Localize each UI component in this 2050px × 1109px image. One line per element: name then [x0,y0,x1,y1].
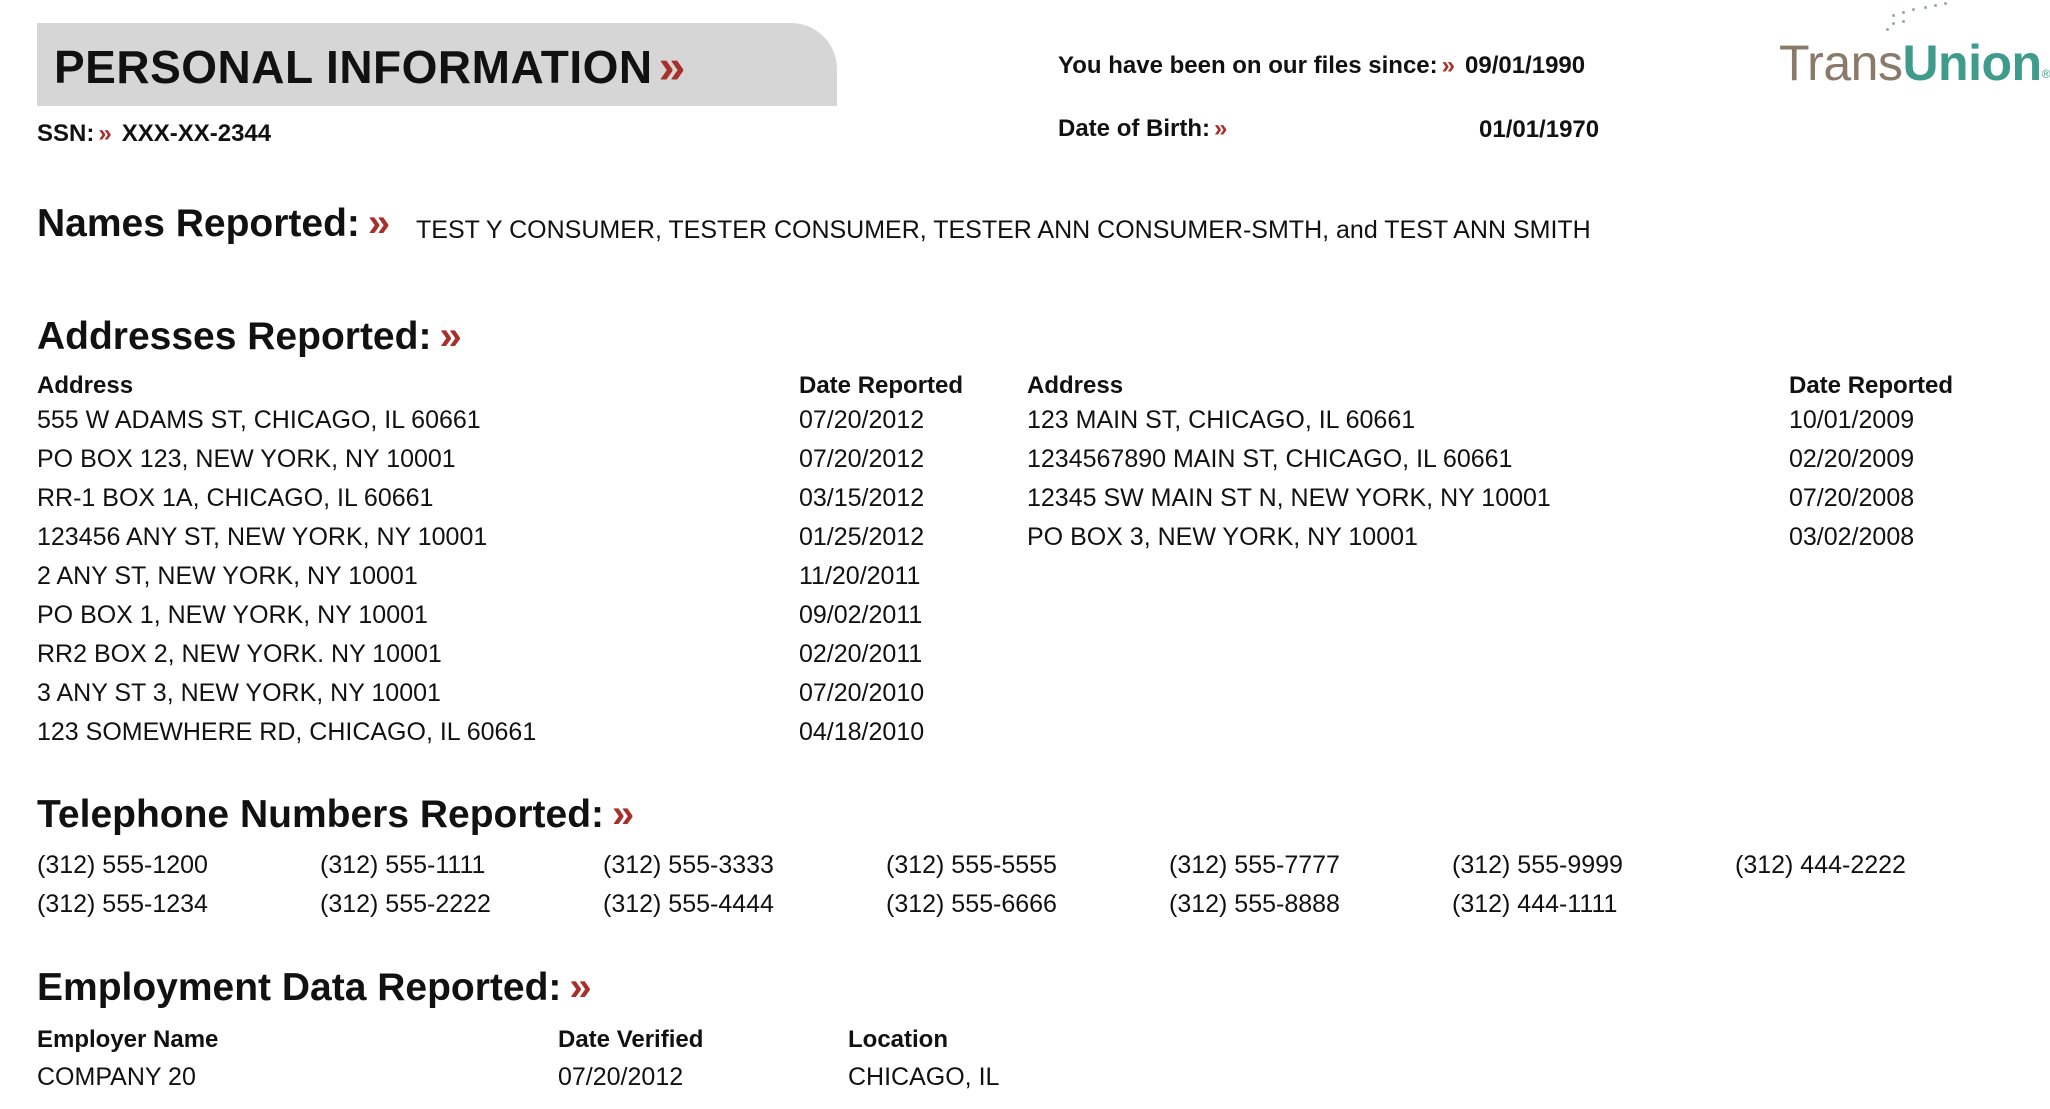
names-reported-title: Names Reported: [37,202,360,245]
telephone-number: (312) 555-1234 [37,890,208,918]
chevron-icon: » [439,314,462,358]
address-value: PO BOX 1, NEW YORK, NY 10001 [37,601,428,629]
address-row [0,562,2048,601]
chevron-icon: » [1441,52,1455,79]
telephone-numbers-title: Telephone Numbers Reported: [37,793,605,836]
date-reported-value: 07/20/2012 [799,406,925,434]
chevron-icon: » [1214,115,1228,142]
telephone-number: (312) 555-1111 [320,851,486,879]
address-value: 555 W ADAMS ST, CHICAGO, IL 60661 [37,406,481,434]
date-reported-column-header: Date Reported [1789,372,1954,399]
date-reported-value: 01/25/2012 [799,523,925,551]
date-reported-value: 07/20/2012 [799,445,925,473]
address-column-header: Address [1027,372,1124,399]
date-reported-value: 10/01/2009 [1789,406,1915,434]
address-value: RR2 BOX 2, NEW YORK. NY 10001 [37,640,442,668]
telephone-number: (312) 555-9999 [1452,851,1623,879]
telephone-number: (312) 555-7777 [1169,851,1340,879]
date-reported-value: 07/20/2010 [799,679,925,707]
employer-name-value: COMPANY 20 [37,1063,196,1091]
address-value: PO BOX 123, NEW YORK, NY 10001 [37,445,456,473]
address-row [0,445,2048,484]
date-verified-value: 07/20/2012 [558,1063,684,1091]
address-row [0,640,2048,679]
chevron-icon: » [569,965,592,1009]
address-value: PO BOX 3, NEW YORK, NY 10001 [1027,523,1418,551]
address-value: 3 ANY ST 3, NEW YORK, NY 10001 [37,679,441,707]
date-of-birth-label: Date of Birth: [1058,115,1210,142]
date-reported-value: 03/02/2008 [1789,523,1915,551]
date-verified-column-header: Date Verified [558,1026,704,1053]
date-reported-value: 02/20/2011 [799,640,923,668]
date-reported-value: 03/15/2012 [799,484,925,512]
address-row [0,523,2048,562]
date-reported-value: 02/20/2009 [1789,445,1915,473]
logo-text-trans: Trans [1779,35,1903,91]
on-file-since-field [1058,52,1585,80]
addresses-reported-heading [37,314,462,359]
logo-dots-icon [1882,0,1952,34]
telephone-number: (312) 555-1200 [37,851,208,879]
date-reported-value: 04/18/2010 [799,718,925,746]
registered-mark: ® [2041,67,2050,81]
employment-row [0,1063,2048,1102]
ssn-field [37,120,271,148]
address-row [0,406,2048,445]
address-value: 1234567890 MAIN ST, CHICAGO, IL 60661 [1027,445,1513,473]
addresses-reported-title: Addresses Reported: [37,315,432,358]
personal-info-title: PERSONAL INFORMATION [54,41,653,93]
address-value: 2 ANY ST, NEW YORK, NY 10001 [37,562,418,590]
address-row [0,484,2048,523]
telephone-number: (312) 444-2222 [1735,851,1906,879]
address-value: RR-1 BOX 1A, CHICAGO, IL 60661 [37,484,434,512]
date-reported-value: 07/20/2008 [1789,484,1915,512]
address-value: 12345 SW MAIN ST N, NEW YORK, NY 10001 [1027,484,1551,512]
ssn-label: SSN: [37,120,95,147]
telephone-number: (312) 555-8888 [1169,890,1340,918]
employment-data-title: Employment Data Reported: [37,966,562,1009]
on-file-since-label: You have been on our files since: [1058,52,1438,79]
date-of-birth-value: 01/01/1970 [1479,116,1600,143]
on-file-since-value: 09/01/1990 [1465,52,1586,79]
telephone-number: (312) 555-4444 [603,890,774,918]
address-value: 123 SOMEWHERE RD, CHICAGO, IL 60661 [37,718,537,746]
telephone-number: (312) 555-2222 [320,890,491,918]
names-reported-value: TEST Y CONSUMER, TESTER CONSUMER, TESTER ANN CONSUMER-SMTH, and TEST ANN SMITH [416,216,1591,244]
address-row [0,679,2048,718]
logo-text-union: Union [1902,35,2042,91]
telephone-number: (312) 555-6666 [886,890,1057,918]
names-reported-heading [37,201,390,246]
location-value: CHICAGO, IL [848,1063,1000,1091]
date-of-birth-field [1058,115,1227,143]
employment-data-heading [37,965,592,1010]
chevron-icon: » [98,120,112,147]
date-reported-value: 11/20/2011 [799,562,921,590]
ssn-value: XXX-XX-2344 [121,120,272,147]
location-column-header: Location [848,1026,948,1053]
transunion-logo [1779,34,2050,92]
address-row [0,718,2048,757]
address-column-header: Address [37,372,134,399]
chevron-icon: » [658,41,686,94]
telephone-numbers-heading [37,792,634,837]
address-row [0,601,2048,640]
address-value: 123 MAIN ST, CHICAGO, IL 60661 [1027,406,1416,434]
personal-info-heading [54,40,686,95]
date-reported-column-header: Date Reported [799,372,964,399]
date-reported-value: 09/02/2011 [799,601,923,629]
telephone-number: (312) 555-3333 [603,851,774,879]
chevron-icon: » [367,201,391,245]
address-value: 123456 ANY ST, NEW YORK, NY 10001 [37,523,488,551]
telephone-number: (312) 444-1111 [1452,890,1618,918]
employer-name-column-header: Employer Name [37,1026,219,1053]
chevron-icon: » [612,792,635,836]
telephone-number: (312) 555-5555 [886,851,1057,879]
